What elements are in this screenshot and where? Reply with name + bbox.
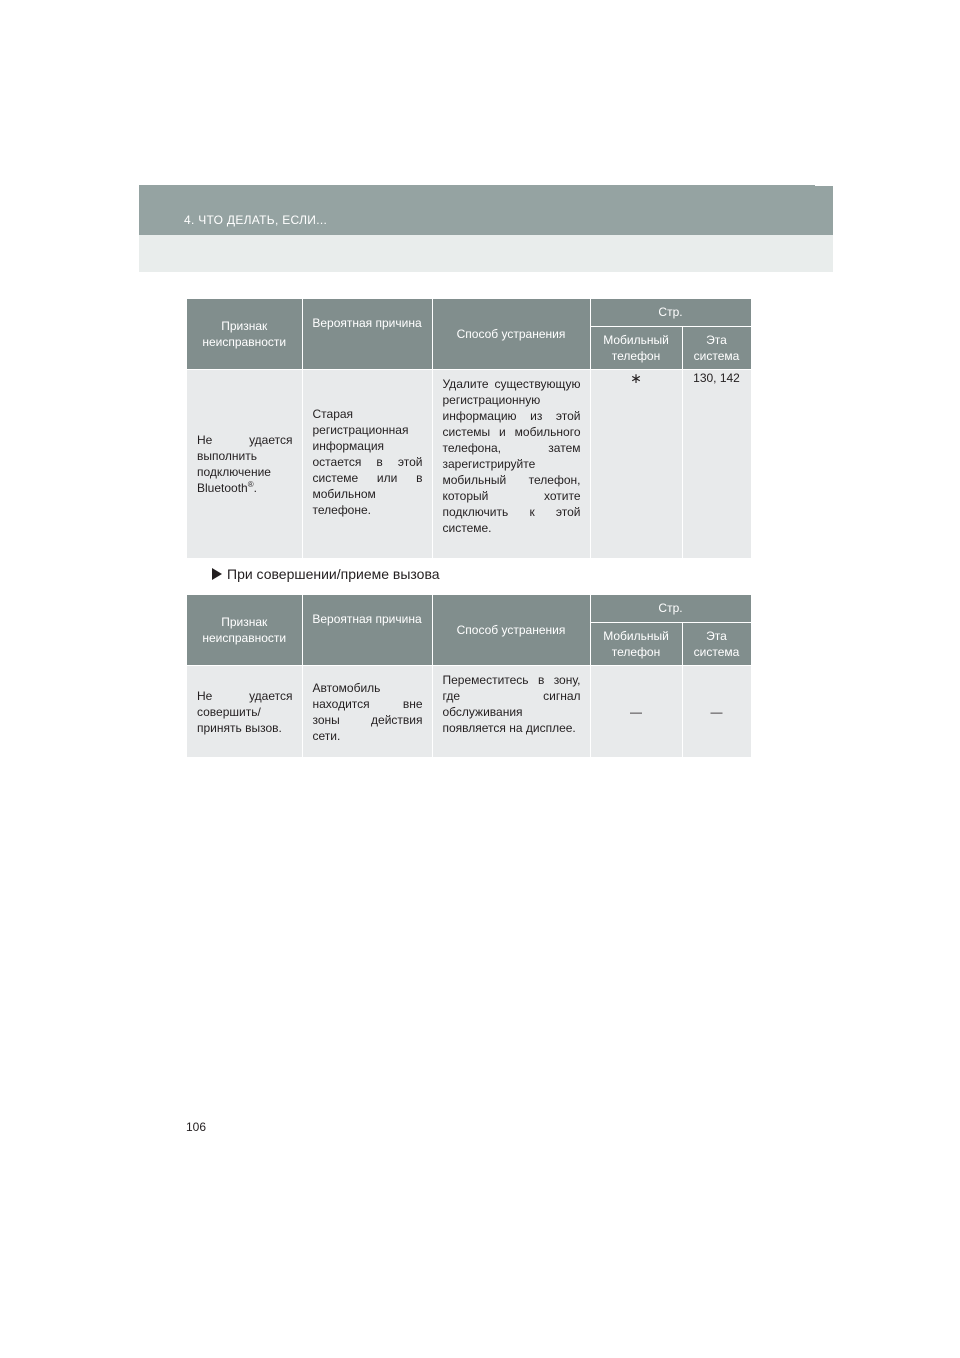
phone-page-cell: [590, 369, 682, 558]
header-remedy: Способ устранения: [432, 595, 590, 665]
header-page: Стр.: [590, 595, 751, 622]
header-cause: Вероятная причина: [302, 595, 432, 665]
header-phone: Мобильный телефон: [590, 622, 682, 665]
section-heading: При совершении/приеме вызова: [212, 566, 440, 582]
page-number: 106: [186, 1120, 207, 1134]
troubleshooting-table-bluetooth: [187, 299, 752, 559]
remedy-cell: Переместитесь в зону, где сигнал обслуживания появляется на дисплее.: [432, 665, 590, 757]
asterisk-mark: ∗: [630, 369, 642, 386]
header-sub-band: [139, 235, 833, 272]
symptom-cell: Не удается выполнить подключение Bluetooth®.: [187, 369, 302, 558]
symptom-cell: Не удается совершить/ принять вызов.: [187, 665, 302, 757]
system-page-cell: [682, 665, 751, 757]
system-page-cell: 130, 142: [682, 369, 751, 558]
chapter-title: 4. ЧТО ДЕЛАТЬ, ЕСЛИ...: [184, 213, 328, 227]
header-system: Эта система: [682, 622, 751, 665]
header-phone: Мобильный телефон: [590, 326, 682, 369]
header-symptom: Признак неисправности: [187, 299, 302, 369]
remedy-cell: Удалите существующую регистрационную информацию из этой системы и мобильного телефона, затем зарегистрируйте мобильный телефон, который хотите подключить к этой системе.: [432, 369, 590, 558]
header-corner-line: [815, 185, 833, 186]
cause-cell: Автомобиль находится вне зоны действия сети.: [302, 665, 432, 757]
table-row: [187, 665, 751, 757]
header-symptom: Признак неисправности: [187, 595, 302, 665]
dash-mark: —: [630, 704, 642, 719]
troubleshooting-table-call: [187, 595, 752, 758]
dash-mark: —: [710, 704, 723, 719]
phone-page-cell: [590, 665, 682, 757]
header-system: Эта система: [682, 326, 751, 369]
header-cause: Вероятная причина: [302, 299, 432, 369]
header-page: Стр.: [590, 299, 751, 326]
registered-mark: ®: [247, 479, 254, 489]
cause-cell: Старая регистрационная информация остается в этой системе или в мобильном телефоне.: [302, 369, 432, 558]
triangle-bullet-icon: [212, 568, 222, 580]
header-remedy: Способ устранения: [432, 299, 590, 369]
table-row: [187, 369, 751, 558]
chapter-header-band: [139, 185, 833, 235]
